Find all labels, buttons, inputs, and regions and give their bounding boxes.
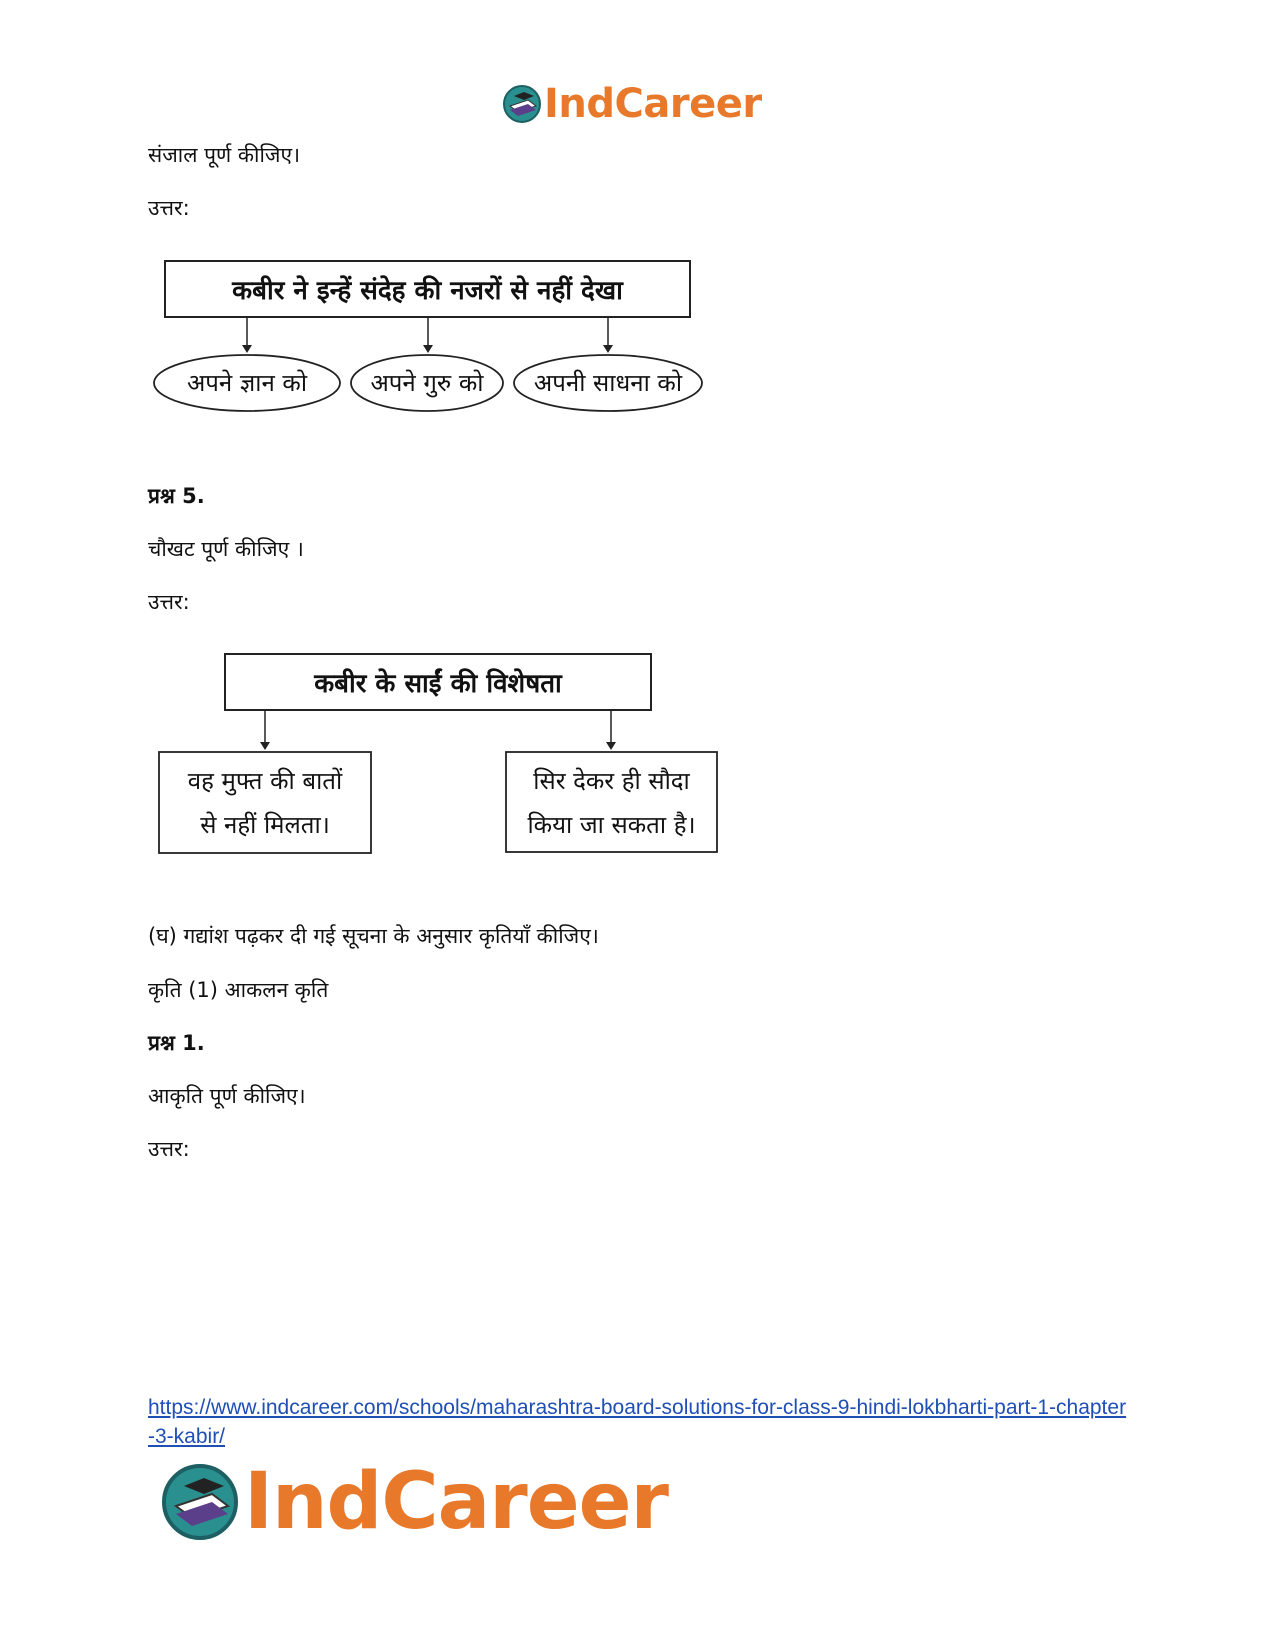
diagram-chaukhat [148, 650, 720, 860]
diagram-sanjal-item-1: अपने ज्ञान को [186, 369, 308, 397]
diagram-chaukhat-right-line-1: सिर देकर ही सौदा [533, 767, 690, 795]
diagram-chaukhat-right-line-2: किया जा सकता है। [527, 811, 696, 839]
indcareer-logo-header [502, 80, 762, 128]
answer-label: उत्तर: [148, 196, 190, 220]
brand-wordmark-footer: IndCareer [244, 1457, 668, 1547]
section-gha-instruction: (घ) गद्यांश पढ़कर दी गई सूचना के अनुसार कृतियाँ कीजिए। [148, 924, 599, 948]
globe-book-icon [502, 84, 542, 124]
instruction-chaukhat: चौखट पूर्ण कीजिए । [148, 537, 304, 561]
diagram-sanjal-item-3: अपनी साधना को [533, 369, 683, 397]
kriti-1-heading: कृति (1) आकलन कृति [148, 978, 329, 1002]
question-5-label: प्रश्न 5. [148, 484, 205, 508]
answer-label-2: उत्तर: [148, 590, 190, 614]
diagram-sanjal-title: कबीर ने इन्हें संदेह की नजरों से नहीं देखा [232, 276, 623, 306]
diagram-chaukhat-title: कबीर के साईं की विशेषता [314, 669, 562, 699]
instruction-akriti: आकृति पूर्ण कीजिए। [148, 1084, 306, 1108]
brand-wordmark: IndCareer [544, 81, 762, 127]
diagram-sanjal [148, 257, 708, 417]
answer-label-3: उत्तर: [148, 1137, 190, 1161]
diagram-chaukhat-left-line-1: वह मुफ्त की बातों [187, 767, 343, 795]
diagram-chaukhat-left-line-2: से नहीं मिलता। [200, 811, 330, 839]
globe-book-icon [160, 1462, 240, 1542]
question-1-label: प्रश्न 1. [148, 1031, 205, 1055]
instruction-sanjal: संजाल पूर्ण कीजिए। [148, 143, 301, 167]
diagram-sanjal-item-2: अपने गुरु को [370, 369, 484, 397]
indcareer-logo-footer [160, 1457, 668, 1547]
source-url-link[interactable]: https://www.indcareer.com/schools/maharashtra-board-solutions-for-class-9-hindi-lokbharti-part-1-chapter-3-kabir/ [148, 1396, 1127, 1448]
